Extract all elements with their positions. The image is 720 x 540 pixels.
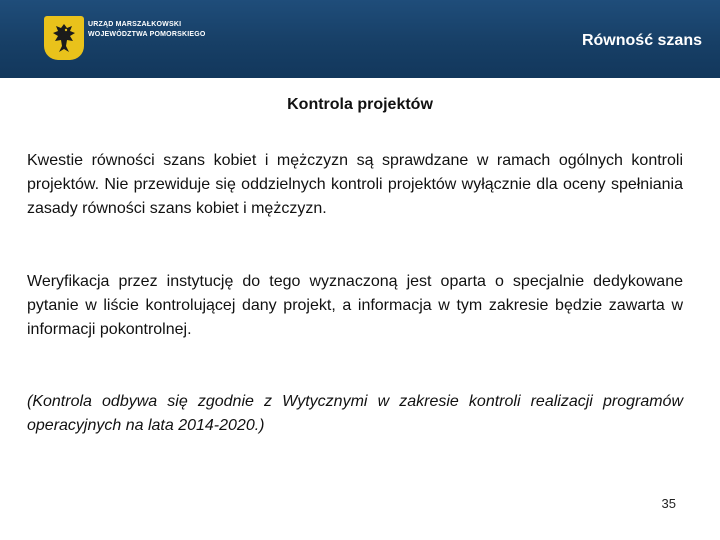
section-heading: Kontrola projektów [287, 96, 433, 113]
paragraph-verification: Weryfikacja przez instytucję do tego wyznaczoną jest oparta o specjalnie dedykowane pytanie w liście kontrolującej dany projekt, a informacja w tym zakresie będzie zawarta w informacji pokontrolnej. [27, 273, 683, 338]
griffin-logo-icon [44, 16, 84, 60]
paragraph-guidelines-note: (Kontrola odbywa się zgodnie z Wytycznymi w zakresie kontroli realizacji programów operacyjnych na lata 2014-2020.) [27, 393, 683, 434]
institution-name-line2: WOJEWÓDZTWA POMORSKIEGO [88, 31, 206, 38]
page-number: 35 [661, 496, 676, 511]
paragraph-equality-checks: Kwestie równości szans kobiet i mężczyzn są sprawdzane w ramach ogólnych kontroli projektów. Nie przewiduje się oddzielnych kontroli projektów wyłącznie dla oceny spełniania zasady równości szans kobiet i mężczyzn. [27, 152, 683, 217]
slide-title: Równość szans [581, 32, 702, 49]
header-bar [0, 0, 720, 78]
institution-name-line1: URZĄD MARSZAŁKOWSKI [88, 21, 182, 28]
institution-name [88, 20, 206, 40]
